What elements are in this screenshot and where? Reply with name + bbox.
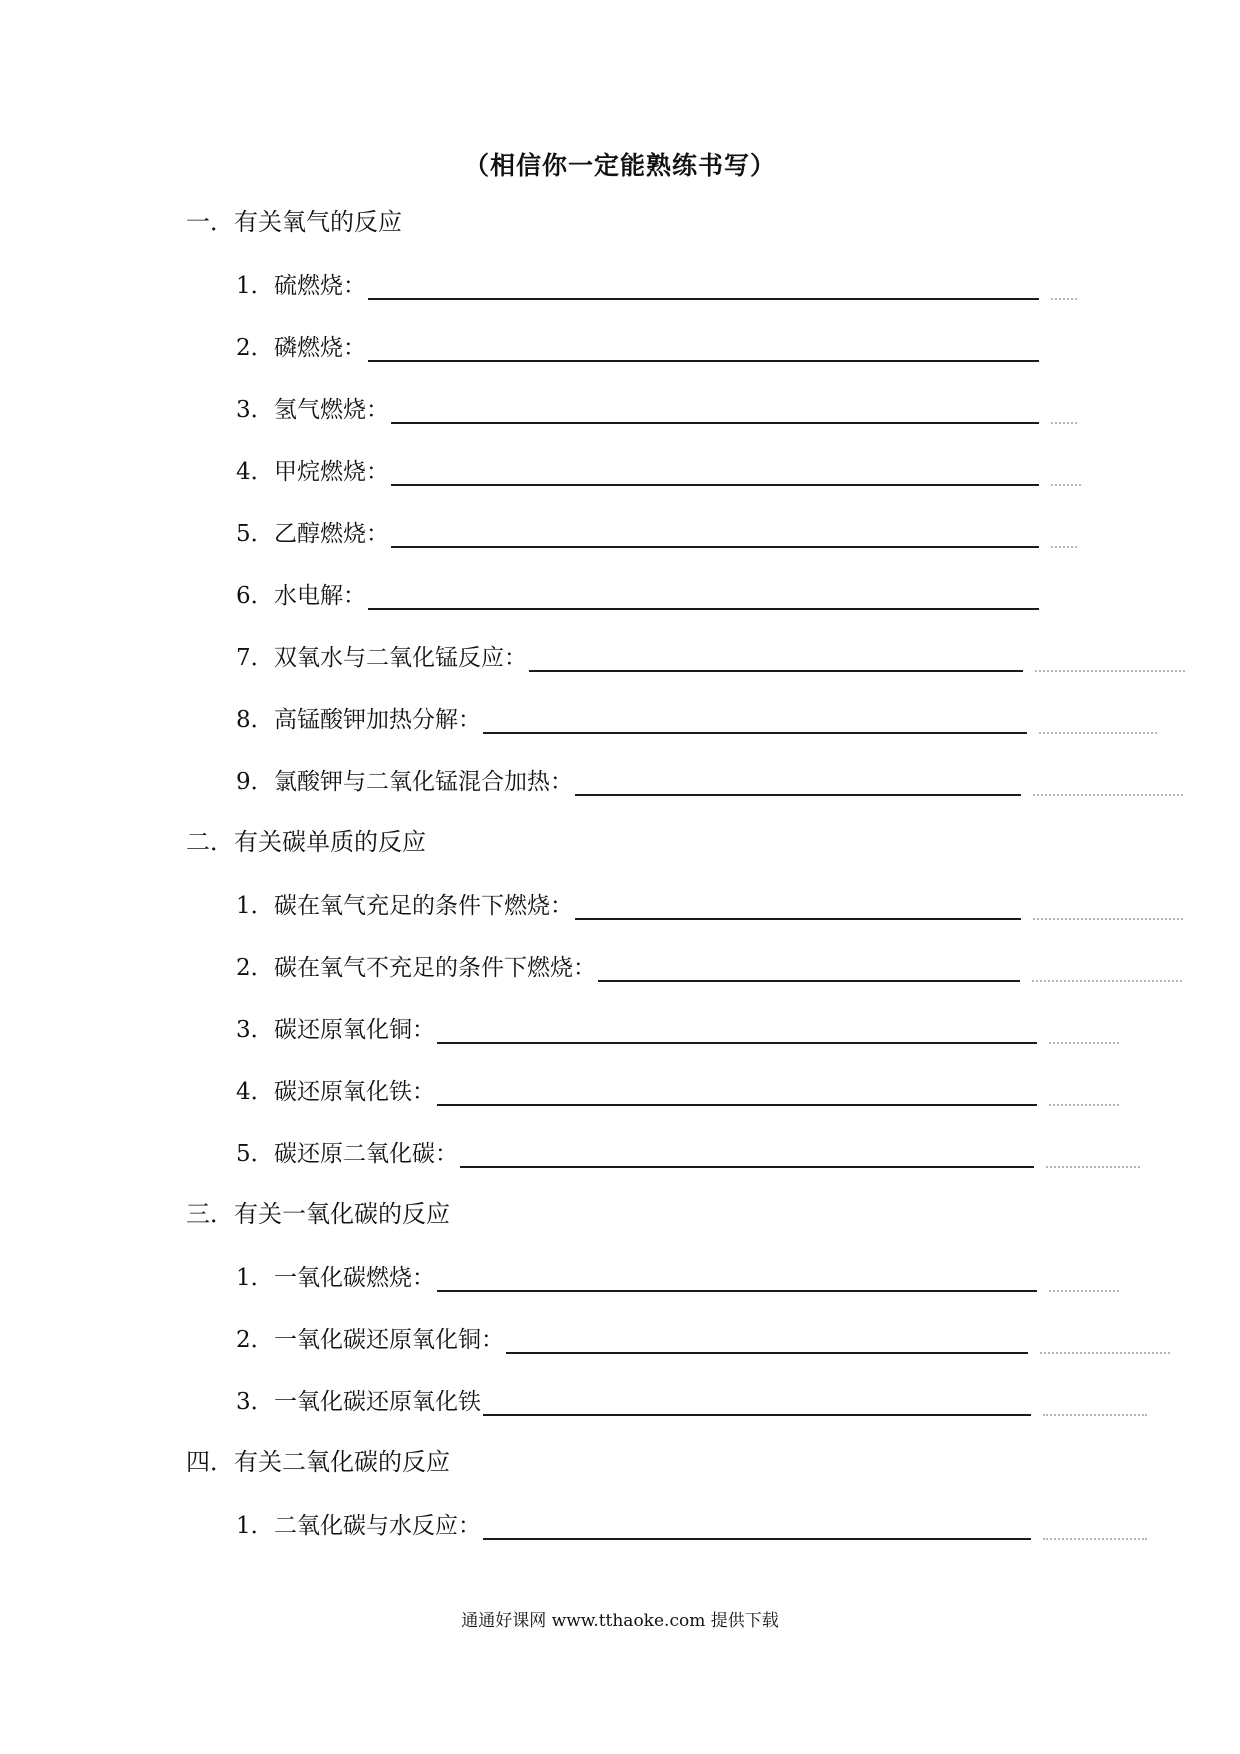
dotted-trail <box>1051 454 1081 486</box>
dotted-trail <box>1043 1384 1147 1416</box>
section-heading-oxygen: 一．有关氧气的反应 <box>186 208 402 236</box>
dotted-trail <box>1040 1322 1170 1354</box>
answer-line[interactable] <box>506 1322 1028 1354</box>
item-label: 二氧化碳与水反应： <box>274 1513 481 1539</box>
question-item <box>236 576 1039 616</box>
answer-line[interactable] <box>483 1508 1031 1540</box>
question-item <box>236 1072 1119 1112</box>
question-item <box>236 514 1077 554</box>
item-number: 4． <box>236 459 274 485</box>
item-number: 6． <box>236 583 274 609</box>
item-label: 乙醇燃烧： <box>274 521 389 547</box>
answer-line[interactable] <box>575 764 1021 796</box>
section-heading-carbon-dioxide: 四．有关二氧化碳的反应 <box>186 1448 450 1476</box>
item-label: 硫燃烧： <box>274 273 366 299</box>
item-label: 碳在氧气不充足的条件下燃烧： <box>274 955 596 981</box>
item-number: 1． <box>236 893 274 919</box>
item-label: 碳还原氧化铁： <box>274 1079 435 1105</box>
question-item <box>236 948 1182 988</box>
item-number: 1． <box>236 273 274 299</box>
item-label: 水电解： <box>274 583 366 609</box>
question-item <box>236 1258 1119 1298</box>
dotted-trail <box>1033 888 1183 920</box>
item-number: 5． <box>236 521 274 547</box>
answer-line[interactable] <box>483 702 1027 734</box>
answer-line[interactable] <box>368 578 1039 610</box>
item-label: 一氧化碳还原氧化铁 <box>274 1389 481 1415</box>
item-number: 1． <box>236 1513 274 1539</box>
item-label: 双氧水与二氧化锰反应： <box>274 645 527 671</box>
question-item <box>236 638 1185 678</box>
answer-line[interactable] <box>575 888 1021 920</box>
item-number: 4． <box>236 1079 274 1105</box>
dotted-trail <box>1049 1012 1119 1044</box>
question-item <box>236 1382 1147 1422</box>
item-label: 高锰酸钾加热分解： <box>274 707 481 733</box>
item-label: 一氧化碳燃烧： <box>274 1265 435 1291</box>
answer-line[interactable] <box>368 330 1039 362</box>
question-item <box>236 886 1183 926</box>
question-item <box>236 762 1183 802</box>
answer-line[interactable] <box>368 268 1039 300</box>
question-item <box>236 1134 1140 1174</box>
item-number: 2． <box>236 335 274 361</box>
item-label: 碳还原氧化铜： <box>274 1017 435 1043</box>
item-number: 3． <box>236 1389 274 1415</box>
answer-line[interactable] <box>391 454 1039 486</box>
item-number: 7． <box>236 645 274 671</box>
dotted-trail <box>1043 1508 1147 1540</box>
item-label: 一氧化碳还原氧化铜： <box>274 1327 504 1353</box>
page-title: （相信你一定能熟练书写） <box>463 151 776 180</box>
dotted-trail <box>1051 268 1077 300</box>
answer-line[interactable] <box>437 1260 1037 1292</box>
question-item <box>236 700 1157 740</box>
item-label: 碳还原二氧化碳： <box>274 1141 458 1167</box>
dotted-trail <box>1049 1260 1119 1292</box>
question-item <box>236 390 1077 430</box>
dotted-trail <box>1039 702 1157 734</box>
dotted-trail <box>1033 764 1183 796</box>
question-item <box>236 328 1039 368</box>
item-number: 2． <box>236 955 274 981</box>
dotted-trail <box>1046 1136 1140 1168</box>
answer-line[interactable] <box>437 1074 1037 1106</box>
dotted-trail <box>1032 950 1182 982</box>
dotted-trail <box>1051 392 1077 424</box>
item-label: 碳在氧气充足的条件下燃烧： <box>274 893 573 919</box>
section-heading-carbon: 二．有关碳单质的反应 <box>186 828 426 856</box>
item-number: 8． <box>236 707 274 733</box>
footer-source-credit: 通通好课网 www.tthaoke.com 提供下载 <box>461 1611 779 1631</box>
item-number: 5． <box>236 1141 274 1167</box>
section-heading-carbon-monoxide: 三．有关一氧化碳的反应 <box>186 1200 450 1228</box>
item-number: 2． <box>236 1327 274 1353</box>
item-number: 3． <box>236 1017 274 1043</box>
item-label: 氯酸钾与二氧化锰混合加热： <box>274 769 573 795</box>
answer-line[interactable] <box>437 1012 1037 1044</box>
answer-line[interactable] <box>391 392 1039 424</box>
answer-line[interactable] <box>483 1384 1031 1416</box>
item-number: 3． <box>236 397 274 423</box>
question-item <box>236 1320 1170 1360</box>
item-label: 磷燃烧： <box>274 335 366 361</box>
answer-line[interactable] <box>529 640 1023 672</box>
item-label: 甲烷燃烧： <box>274 459 389 485</box>
item-number: 9． <box>236 769 274 795</box>
question-item <box>236 1010 1119 1050</box>
answer-line[interactable] <box>391 516 1039 548</box>
answer-line[interactable] <box>598 950 1020 982</box>
dotted-trail <box>1035 640 1185 672</box>
answer-line[interactable] <box>460 1136 1034 1168</box>
item-number: 1． <box>236 1265 274 1291</box>
question-item <box>236 452 1081 492</box>
dotted-trail <box>1049 1074 1119 1106</box>
dotted-trail <box>1051 516 1077 548</box>
item-label: 氢气燃烧： <box>274 397 389 423</box>
question-item <box>236 266 1077 306</box>
question-item <box>236 1506 1147 1546</box>
